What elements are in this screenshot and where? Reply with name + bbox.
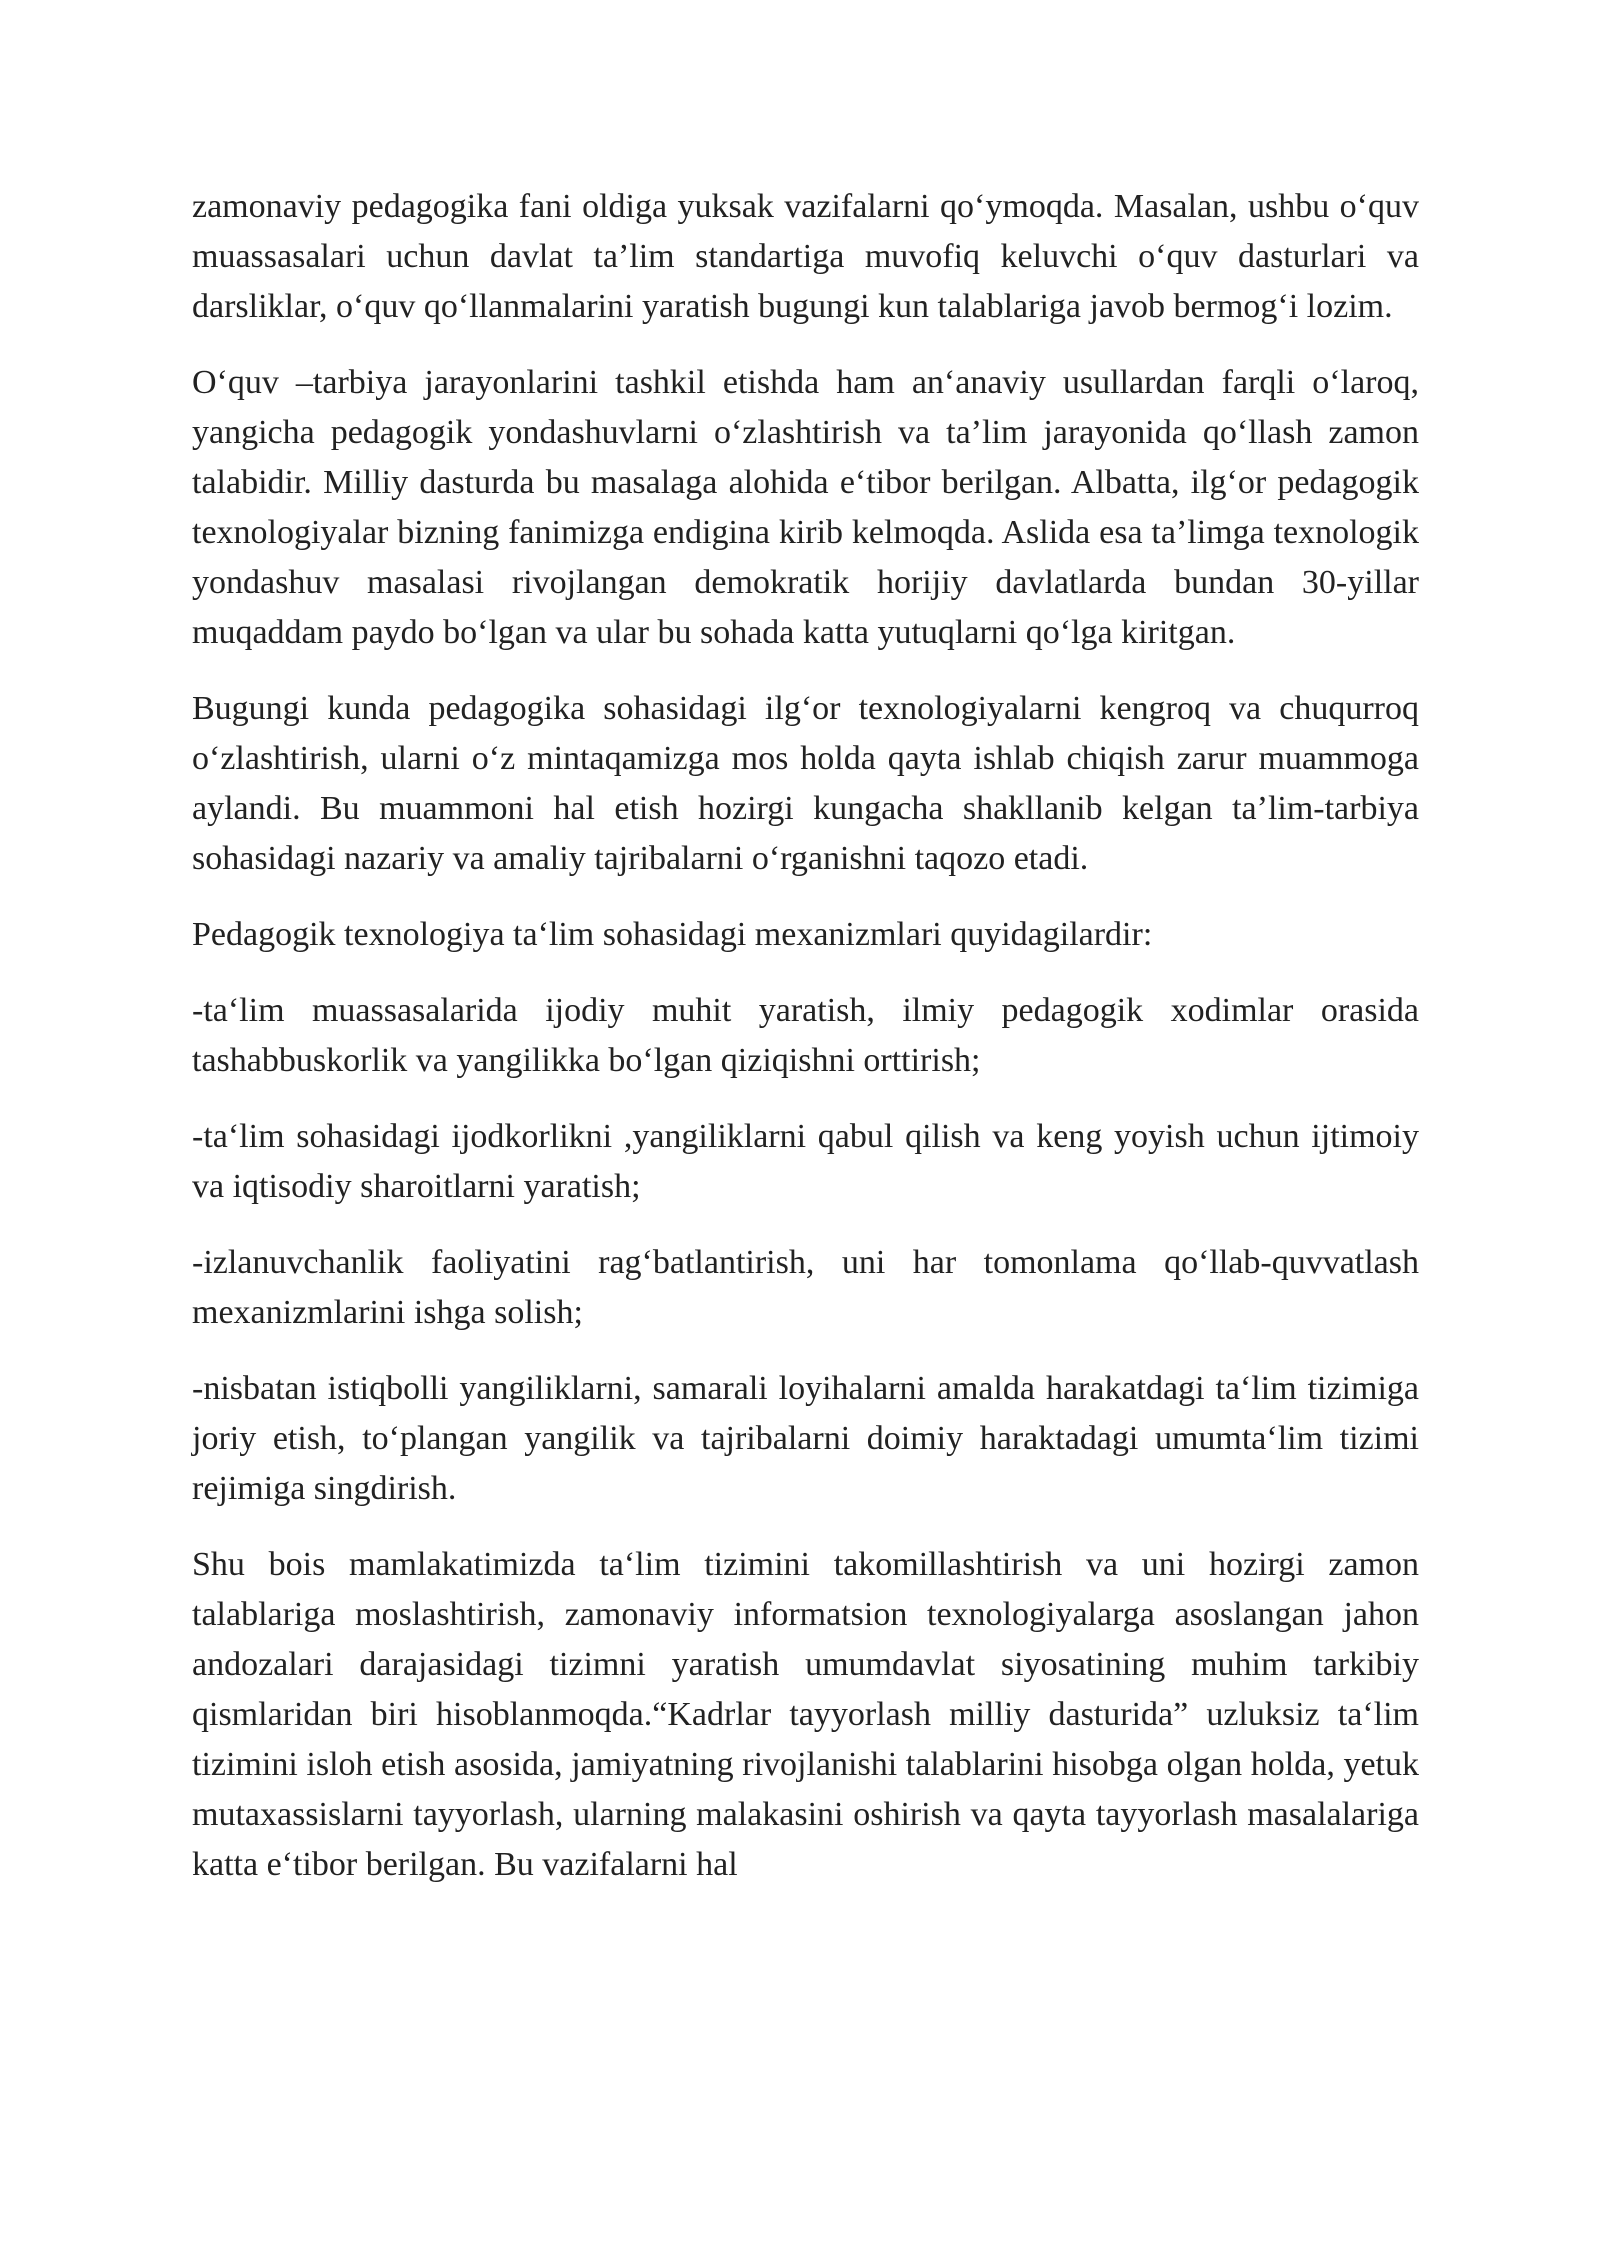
paragraph-5: Shu bois mamlakatimizda ta‘lim tizimini takomillashtirish va uni hozirgi zamon talablariga moslashtirish, zamonaviy informatsion texnologiyalarga asoslangan jahon andozalari darajasidagi tizimni yaratish umumdavlat siyosatining muhim tarkibiy qismlaridan biri hisoblanmoqda.“Kadrlar tayyorlash milliy dasturida” uzluksiz ta‘lim tizimini isloh etish asosida, jamiyatning rivojlanishi talablarini hisobga olgan holda, yetuk mutaxassislarni tayyorlash, ularning malakasini oshirish va qayta tayyorlash masalalariga katta e‘tibor berilgan. Bu vazifalarni hal <box>192 1546 1419 1883</box>
paragraph-3: Bugungi kunda pedagogika sohasidagi ilg‘or texnologiyalarni kengroq va chuqurroq o‘zlashtirish, ularni o‘z mintaqamizga mos holda qayta ishlab chiqish zarur muammoga aylandi. Bu muammoni hal etish hozirgi kungacha shakllanib kelgan ta’lim-tarbiya sohasidagi nazariy va amaliy tajribalarni o‘rganishni taqozo etadi. <box>192 690 1419 877</box>
paragraph-2: O‘quv –tarbiya jarayonlarini tashkil etishda ham an‘anaviy usullardan farqli o‘laroq, yangicha pedagogik yondashuvlarni o‘zlashtirish va ta’lim jarayonida qo‘llash zamon talabidir. Milliy dasturda bu masalaga alohida e‘tibor berilgan. Albatta, ilg‘or pedagogik texnologiyalar bizning fanimizga endigina kirib kelmoqda. Aslida esa ta’limga texnologik yondashuv masalasi rivojlangan demokratik horijiy davlatlarda bundan 30-yillar muqaddam paydo bo‘lgan va ular bu sohada katta yutuqlarni qo‘lga kiritgan. <box>192 364 1419 651</box>
document-page <box>192 182 1419 1916</box>
paragraph-4: Pedagogik texnologiya ta‘lim sohasidagi mexanizmlari quyidagilardir: <box>192 916 1153 953</box>
paragraph-1: zamonaviy pedagogika fani oldiga yuksak vazifalarni qo‘ymoqda. Masalan, ushbu o‘quv muassasalari uchun davlat ta’lim standartiga muvofiq keluvchi o‘quv dasturlari va darsliklar, o‘quv qo‘llanmalarini yaratish bugungi kun talablariga javob bermog‘i lozim. <box>192 188 1419 325</box>
list-item-1: -ta‘lim muassasalarida ijodiy muhit yaratish, ilmiy pedagogik xodimlar orasida tashabbuskorlik va yangilikka bo‘lgan qiziqishni orttirish; <box>192 992 1419 1079</box>
list-item-2: -ta‘lim sohasidagi ijodkorlikni ,yangiliklarni qabul qilish va keng yoyish uchun ijtimoiy va iqtisodiy sharoitlarni yaratish; <box>192 1118 1419 1205</box>
list-item-3: -izlanuvchanlik faoliyatini rag‘batlantirish, uni har tomonlama qo‘llab-quvvatlash mexanizmlarini ishga solish; <box>192 1244 1419 1331</box>
list-item-4: -nisbatan istiqbolli yangiliklarni, samarali loyihalarni amalda harakatdagi ta‘lim tizimiga joriy etish, to‘plangan yangilik va tajribalarni doimiy haraktadagi umumta‘lim tizimi rejimiga singdirish. <box>192 1370 1419 1507</box>
